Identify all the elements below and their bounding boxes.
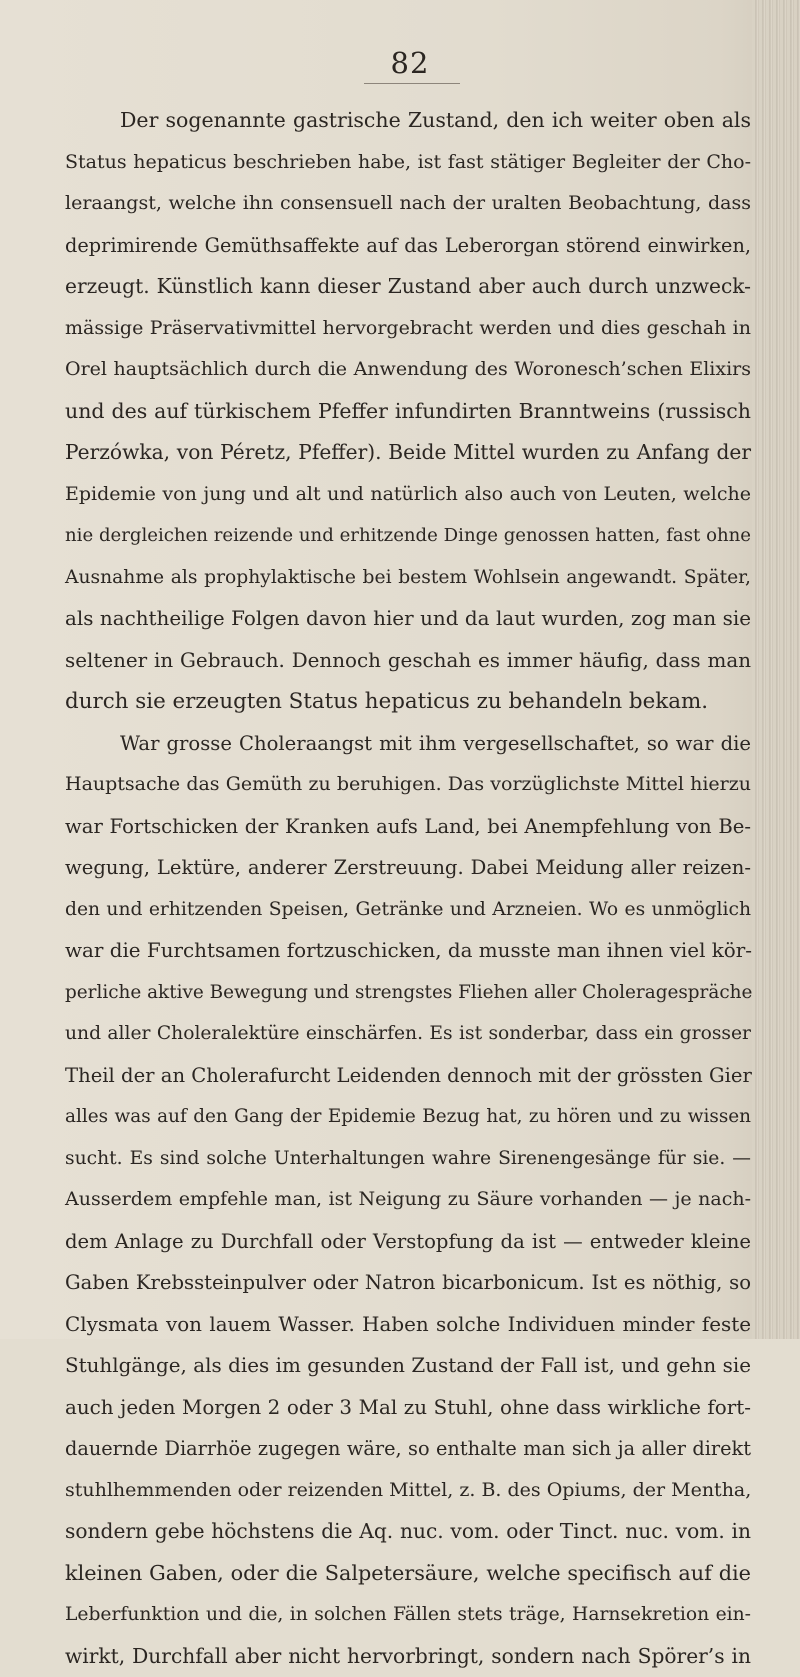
text-line: sucht. Es sind solche Unterhaltungen wahre Sirenengesänge für sie. —	[65, 1138, 751, 1180]
text-line: seltener in Gebrauch. Dennoch geschah es immer häufig, dass man	[65, 640, 751, 682]
text-line: Status hepaticus beschrieben habe, ist fast stätiger Begleiter der Cho-	[65, 142, 751, 184]
header-rule	[364, 83, 460, 84]
text-line: den und erhitzenden Speisen, Getränke und Arzneien. Wo es unmöglich	[65, 889, 751, 931]
text-line: und aller Choleralektüre einschärfen. Es ist sonderbar, dass ein grosser	[65, 1013, 751, 1055]
text-line: alles was auf den Gang der Epidemie Bezug hat, zu hören und zu wissen	[65, 1096, 751, 1138]
page-edge-stack	[752, 0, 800, 1339]
text-line: mässige Präservativmittel hervorgebracht werden und dies geschah in	[65, 308, 751, 350]
page-number: 82	[380, 46, 440, 80]
text-line: stuhlhemmenden oder reizenden Mittel, z. B. des Opiums, der Mentha,	[65, 1470, 751, 1512]
text-line: Der sogenannte gastrische Zustand, den ich weiter oben als	[65, 100, 751, 142]
text-line: wirkt, Durchfall aber nicht hervorbringt, sondern nach Spörer’s in	[65, 1636, 751, 1677]
text-line: Stuhlgänge, als dies im gesunden Zustand der Fall ist, und gehn sie	[65, 1345, 751, 1387]
text-line: Perzówka, von Péretz, Pfeffer). Beide Mittel wurden zu Anfang der	[65, 432, 751, 474]
text-line: Theil der an Cholerafurcht Leidenden dennoch mit der grössten Gier	[65, 1055, 751, 1097]
text-line: Leberfunktion und die, in solchen Fällen stets träge, Harnsekretion ein-	[65, 1594, 751, 1636]
text-line: nie dergleichen reizende und erhitzende Dinge genossen hatten, fast ohne	[65, 515, 751, 557]
text-line: auch jeden Morgen 2 oder 3 Mal zu Stuhl, ohne dass wirkliche fort-	[65, 1387, 751, 1429]
text-line: War grosse Choleraangst mit ihm vergesellschaftet, so war die	[65, 723, 751, 765]
text-line: sondern gebe höchstens die Aq. nuc. vom. oder Tinct. nuc. vom. in	[65, 1511, 751, 1553]
text-line: erzeugt. Künstlich kann dieser Zustand aber auch durch unzweck-	[65, 266, 751, 308]
text-line: und des auf türkischem Pfeffer infundirten Branntweins (russisch	[65, 391, 751, 433]
text-line: Epidemie von jung und alt und natürlich also auch von Leuten, welche	[65, 474, 751, 516]
text-line: war die Furchtsamen fortzuschicken, da musste man ihnen viel kör-	[65, 930, 751, 972]
text-line: Orel hauptsächlich durch die Anwendung des Woronesch’schen Elixirs	[65, 349, 751, 391]
text-line: perliche aktive Bewegung und strengstes Fliehen aller Choleragespräche	[65, 972, 751, 1014]
text-line: Ausnahme als prophylaktische bei bestem Wohlsein angewandt. Später,	[65, 557, 751, 599]
text-line: Clysmata von lauem Wasser. Haben solche Individuen minder feste	[65, 1304, 751, 1346]
text-line: leraangst, welche ihn consensuell nach der uralten Beobachtung, dass	[65, 183, 751, 225]
text-line: dauernde Diarrhöe zugegen wäre, so enthalte man sich ja aller direkt	[65, 1428, 751, 1470]
text-line: wegung, Lektüre, anderer Zerstreuung. Dabei Meidung aller reizen-	[65, 847, 751, 889]
text-line: deprimirende Gemüthsaffekte auf das Leberorgan störend einwirken,	[65, 225, 751, 267]
text-line: kleinen Gaben, oder die Salpetersäure, welche specifisch auf die	[65, 1553, 751, 1595]
text-line: als nachtheilige Folgen davon hier und da laut wurden, zog man sie	[65, 598, 751, 640]
text-line: dem Anlage zu Durchfall oder Verstopfung da ist — entweder kleine	[65, 1221, 751, 1263]
text-line: Ausserdem empfehle man, ist Neigung zu Säure vorhanden — je nach-	[65, 1179, 751, 1221]
body-text	[65, 100, 751, 1677]
text-line: durch sie erzeugten Status hepaticus zu behandeln bekam.	[65, 681, 751, 723]
text-line: war Fortschicken der Kranken aufs Land, bei Anempfehlung von Be-	[65, 806, 751, 848]
text-line: Hauptsache das Gemüth zu beruhigen. Das vorzüglichste Mittel hierzu	[65, 764, 751, 806]
text-line: Gaben Krebssteinpulver oder Natron bicarbonicum. Ist es nöthig, so	[65, 1262, 751, 1304]
